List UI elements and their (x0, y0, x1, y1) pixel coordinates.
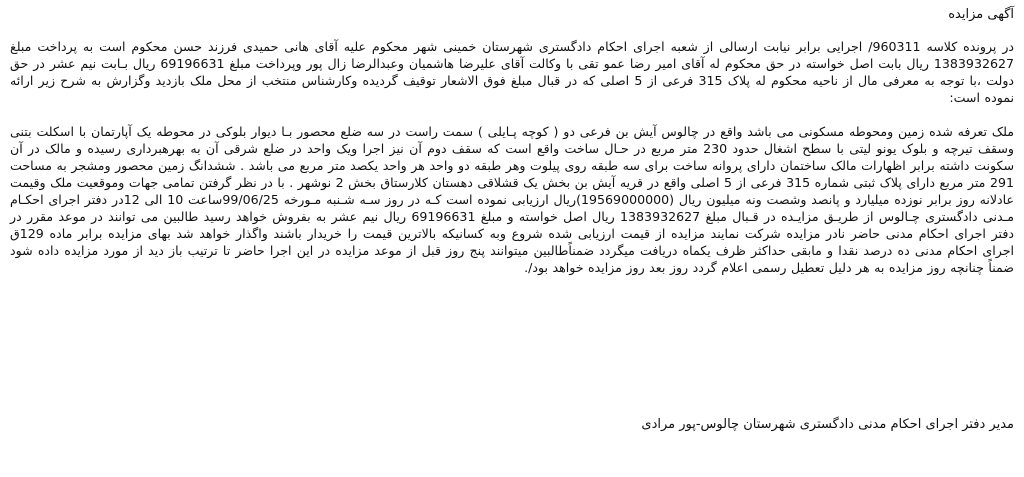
notice-title: آگهی مزایده (948, 7, 1014, 22)
notice-paragraph-case: در پرونده کلاسه 960311/ اجرایی برابر نیابت ارسالی از شعبه اجرای احکام دادگستری شهرستان خمینی شهر محکوم علیه آقای هانی حمیدی فرزند حسن محکوم است به پرداخت مبلغ 1383932627 ریال بابت اصل خواسته در حق محکوم له آقای امیر رضا عمو تقی با وکالت آقای علیرضا هاشمیان وعبدالرضا زال پور وپرداخت مبلغ 69196631 ریال بـابت نیم عشر در حق دولت ،با توجه به معرفی مال از ناحیه محکوم له پلاک 315 فرعی از 5 اصلی که در قبال مبلغ فوق الاشعار توقیف گردیده وکارشناس منتخب از محل ملک بازدید وگزارش به شرح زیر ارائه نموده است: (10, 39, 1015, 105)
notice-signature: مدیر دفتر اجرای احکام مدنی دادگستری شهرستان چالوس-پور مرادی (641, 417, 1014, 432)
notice-paragraph-property: ملک تعرفه شده زمین ومحوطه مسکونی می باشد واقع در چالوس آیش بن فرعی دو ( کوچه پـایلی ) سمت راست در سه ضلع محصور بـا دیوار بلوکی در محوطه یک آپارتمان با اسکلت بتنی وسقف تیرچه و بلوک یونو لیتی با سطح اشغال حدود 230 متر مربع در حـال ساخت واقع است که سقف دوم آن نیز اجرا ویک واحد در ضلع شرقی آن به بهرهبرداری رسیده و مالک در آن سکونت داشته برابر اظهارات مالک ساختمان دارای پروانه ساخت برای سه طبقه روی پیلوت وهر طبقه دو واحد هر واحد یکصد متر مربع می باشد . ششدانگ زمین محصور ومشجر به مساحت 291 متر مربع دارای پلاک ثبتی شماره 315 فرعی از 5 اصلی واقع در قریه آیش بن بخش یک قشلاقی دهستان کلارستاق بخش 2 نوشهر . با در نظر گرفتن تمامی جهات وموقعیت ملک وقیمت عادلانه روز برابر نوزده میلیارد و پانصد وشصت ونه میلیون ریال (19569000000)ریال ارزیابی نموده است کـه در روز سـه شـنبه مـورخه 99/06/25ساعت 10 الی 12در دفتر اجرای احکـام مـدنی دادگستری چـالوس از طریـق مزایـده در قـبال مبلغ 1383932627 ریال اصل خواسته و مبلغ 69196631 ریال نیم عشر به بفروش خواهد رسید طالبین می توانند در موعد مقرر در دفتر اجرای احکام مدنی حاضر نادر مزایده شرکت نمایند مزایده از قیمت ارزیابی شده شروع وبه کسانیکه بالاترین قیمت را خریدار باشند واگذار خواهد شد بهای مزایده برابر ماده 129ق اجرای احکام مدنی ده درصد نقدا و مابقی حداکثر ظرف یکماه دریافت میگردد ضمناًطالبین میتوانند پنج روز قبل از موعد مزایده در این اجرا حاضر تا ترتیب باز دید از مورد مزایده داده شود ضمناً چنانچه روز مزایده به هر دلیل تعطیل رسمی اعلام گردد روز بعد روز مزایده خواهد بود/. (10, 124, 1015, 275)
